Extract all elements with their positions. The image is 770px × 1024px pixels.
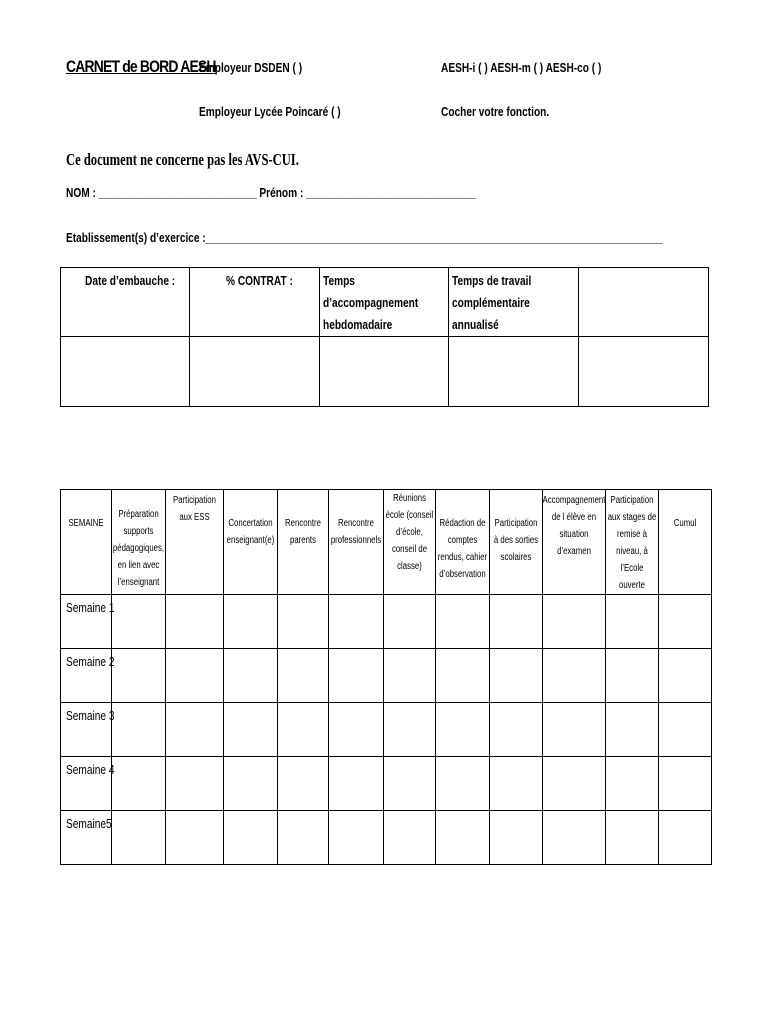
- entry-cell[interactable]: [436, 703, 490, 757]
- column-header-label: Cumul: [673, 518, 697, 529]
- entry-cell[interactable]: [166, 811, 224, 865]
- entry-cell[interactable]: [224, 595, 278, 649]
- column-header: [224, 490, 278, 595]
- input-temps-accompagnement[interactable]: [320, 337, 449, 407]
- input-contrat[interactable]: [190, 337, 320, 407]
- employer-lycee-checkbox-label[interactable]: Employeur Lycée Poincaré ( ): [199, 104, 341, 119]
- entry-cell[interactable]: [384, 649, 436, 703]
- column-header: [166, 490, 224, 595]
- column-header: [329, 490, 384, 595]
- week-label-cell: [61, 757, 115, 811]
- column-header: [61, 490, 112, 595]
- entry-cell[interactable]: [224, 757, 278, 811]
- column-header-label: Accompagnement de l élève en situation d’examen: [542, 495, 606, 557]
- employment-table: [60, 267, 709, 407]
- entry-cell[interactable]: [543, 595, 606, 649]
- entry-cell[interactable]: [490, 757, 543, 811]
- entry-cell[interactable]: [166, 595, 224, 649]
- entry-cell[interactable]: [278, 757, 329, 811]
- entry-cell[interactable]: [112, 595, 166, 649]
- input-temps-travail[interactable]: [449, 337, 579, 407]
- column-header: [543, 490, 606, 595]
- table-row: [61, 595, 712, 649]
- entry-cell[interactable]: [384, 703, 436, 757]
- entry-cell[interactable]: [166, 649, 224, 703]
- input-date-embauche[interactable]: [61, 337, 190, 407]
- header-temps-accompagnement: Temps d’accompagnement hebdomadaire: [320, 268, 449, 337]
- entry-cell[interactable]: [224, 649, 278, 703]
- entry-cell[interactable]: [659, 595, 712, 649]
- entry-cell[interactable]: [384, 595, 436, 649]
- column-header-label: SEMAINE: [68, 518, 104, 529]
- week-label-cell: [61, 595, 115, 649]
- entry-cell[interactable]: [659, 757, 712, 811]
- entry-cell[interactable]: [329, 757, 384, 811]
- column-header: [112, 490, 166, 595]
- week-label: Semaine 3: [66, 708, 115, 723]
- week-label-cell: [61, 649, 115, 703]
- table-row: [61, 811, 712, 865]
- week-label: Semaine 2: [66, 654, 115, 669]
- entry-cell[interactable]: [490, 811, 543, 865]
- entry-cell[interactable]: [606, 649, 659, 703]
- header-temps-travail: Temps de travail complémentaire annualisé: [449, 268, 579, 337]
- column-header-label: Rédaction de comptes rendus, cahier d’observation: [437, 518, 488, 580]
- entry-cell[interactable]: [659, 811, 712, 865]
- instruction-text: Cocher votre fonction.: [441, 104, 550, 119]
- column-header: [659, 490, 712, 595]
- column-header: [490, 490, 543, 595]
- week-label-cell: [61, 703, 115, 757]
- column-header: [278, 490, 329, 595]
- entry-cell[interactable]: [384, 757, 436, 811]
- column-header-label: Rencontre professionnels: [330, 518, 382, 546]
- entry-cell[interactable]: [112, 757, 166, 811]
- column-header-label: Réunions école (conseil d’école, conseil de classe): [385, 493, 434, 572]
- entry-cell[interactable]: [166, 757, 224, 811]
- header-contrat: % CONTRAT :: [190, 268, 320, 337]
- entry-cell[interactable]: [329, 811, 384, 865]
- column-header-label: Rencontre parents: [284, 518, 321, 546]
- week-label: Semaine 1: [66, 600, 115, 615]
- entry-cell[interactable]: [543, 703, 606, 757]
- entry-cell[interactable]: [112, 649, 166, 703]
- entry-cell[interactable]: [436, 757, 490, 811]
- entry-cell[interactable]: [278, 649, 329, 703]
- entry-cell[interactable]: [224, 703, 278, 757]
- entry-cell[interactable]: [606, 757, 659, 811]
- entry-cell[interactable]: [166, 703, 224, 757]
- column-header-label: Participation aux stages de remise à niveau, à l’Ecole ouverte: [607, 495, 657, 591]
- column-header-label: Participation à des sorties scolaires: [493, 518, 539, 563]
- entry-cell[interactable]: [490, 649, 543, 703]
- etablissement-field[interactable]: Etablissement(s) d’exercice :_________________________________________________________________________________: [66, 230, 663, 245]
- entry-cell[interactable]: [606, 811, 659, 865]
- column-header: [436, 490, 490, 595]
- table-row: [61, 649, 712, 703]
- column-header: [384, 490, 436, 595]
- entry-cell[interactable]: [224, 811, 278, 865]
- entry-cell[interactable]: [112, 703, 166, 757]
- entry-cell[interactable]: [659, 703, 712, 757]
- weekly-activity-table: [60, 489, 712, 865]
- entry-cell[interactable]: [490, 703, 543, 757]
- entry-cell[interactable]: [606, 595, 659, 649]
- table-row: [61, 757, 712, 811]
- entry-cell[interactable]: [278, 703, 329, 757]
- input-extra[interactable]: [579, 337, 709, 407]
- aesh-type-checkboxes[interactable]: AESH-i ( ) AESH-m ( ) AESH-co ( ): [441, 60, 602, 75]
- entry-cell[interactable]: [436, 649, 490, 703]
- entry-cell[interactable]: [329, 595, 384, 649]
- column-header-label: Participation aux ESS: [173, 495, 216, 523]
- entry-cell[interactable]: [543, 757, 606, 811]
- notice-text: Ce document ne concerne pas les AVS-CUI.: [66, 150, 299, 169]
- header-date-embauche: Date d’embauche :: [61, 268, 190, 337]
- employer-dsden-checkbox-label[interactable]: Employeur DSDEN ( ): [199, 60, 303, 75]
- week-label: Semaine5: [66, 816, 112, 831]
- column-header-label: Préparation supports pédagogiques, en lien avec l’enseignant: [112, 509, 165, 588]
- entry-cell[interactable]: [490, 595, 543, 649]
- entry-cell[interactable]: [112, 811, 166, 865]
- entry-cell[interactable]: [543, 811, 606, 865]
- header-empty: [579, 268, 709, 337]
- entry-cell[interactable]: [278, 811, 329, 865]
- table-row: [61, 703, 712, 757]
- entry-cell[interactable]: [606, 703, 659, 757]
- week-label: Semaine 4: [66, 762, 115, 777]
- entry-cell[interactable]: [329, 703, 384, 757]
- document-title: CARNET de BORD AESH: [66, 57, 216, 76]
- week-label-cell: [61, 811, 112, 865]
- entry-cell[interactable]: [543, 649, 606, 703]
- column-header: [606, 490, 659, 595]
- entry-cell[interactable]: [436, 595, 490, 649]
- entry-cell[interactable]: [278, 595, 329, 649]
- entry-cell[interactable]: [384, 811, 436, 865]
- column-header-label: Concertation enseignant(e): [226, 518, 275, 546]
- entry-cell[interactable]: [436, 811, 490, 865]
- entry-cell[interactable]: [659, 649, 712, 703]
- nom-prenom-field[interactable]: NOM : ____________________________ Prénom : ______________________________: [66, 185, 476, 200]
- entry-cell[interactable]: [329, 649, 384, 703]
